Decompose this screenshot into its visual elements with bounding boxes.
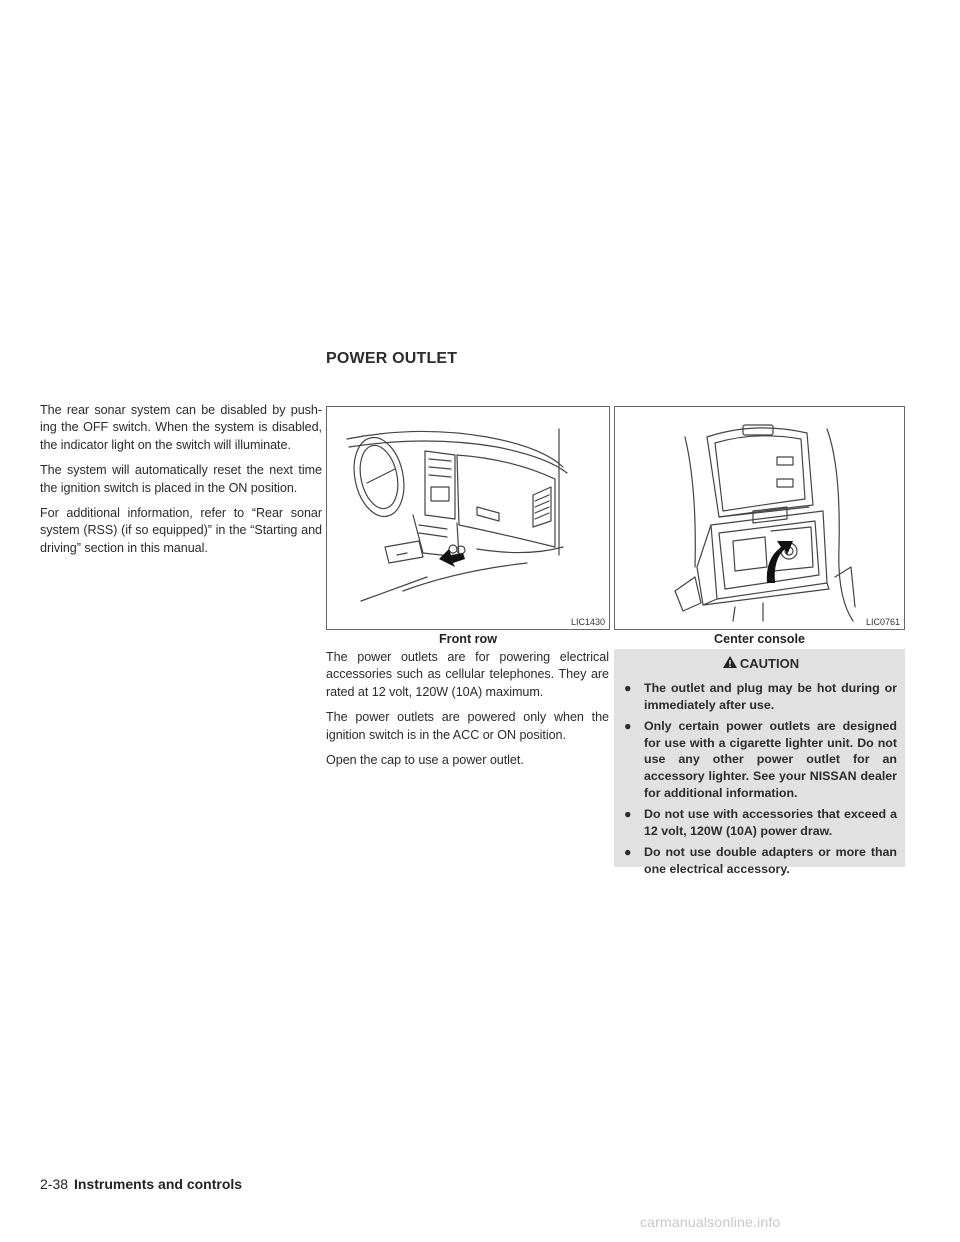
- caution-box: [614, 649, 905, 876]
- page-number: 2-38: [40, 1176, 69, 1192]
- figure-caption: Front row: [438, 632, 498, 646]
- list-item: ● Do not use double adapters or more than one electrical accessory.: [624, 845, 897, 876]
- center-console-illustration: [615, 407, 904, 629]
- front-row-illustration: [327, 407, 609, 629]
- left-column: [40, 402, 322, 557]
- bullet: ●: [624, 681, 632, 695]
- middle-column: [326, 649, 609, 769]
- paragraph: The system will automatically reset the next time the ignition switch is placed in the ON position.: [40, 463, 322, 495]
- list-item: ● Do not use with accessories that exceed a 12 volt, 120W (10A) power draw.: [624, 807, 897, 838]
- bullet: ●: [624, 845, 632, 860]
- caution-list: [624, 680, 897, 878]
- paragraph: For additional information, refer to “Rear sonar system (RSS) (if so equipped)” in the “Starting and driving” section in this manual.: [40, 506, 322, 555]
- bullet: ●: [624, 807, 632, 822]
- page-footer: [40, 1176, 242, 1192]
- figure-code: LIC1430: [570, 617, 605, 627]
- figure-code: LIC0761: [865, 617, 900, 627]
- caution-heading: [624, 653, 897, 675]
- paragraph: Open the cap to use a power outlet.: [326, 753, 524, 768]
- list-item: ● The outlet and plug may be hot during or immediately after use.: [624, 681, 897, 712]
- warning-icon: [722, 654, 738, 676]
- figure-caption: Center console: [714, 632, 805, 646]
- bullet: ●: [624, 719, 632, 734]
- figure-center-console: [614, 406, 905, 630]
- paragraph: The power outlets are powered only when the ignition switch is in the ACC or ON position.: [326, 710, 609, 742]
- list-item: ● Only certain power outlets are designed for use with a cigarette lighter unit. Do not use any other power outlet for an accessory lighter. See your NISSAN dealer for additional information.: [624, 719, 897, 800]
- caution-title: CAUTION: [739, 656, 800, 671]
- paragraph: The power outlets are for powering electrical accessories such as cellular telephones. They are rated at 12 volt, 120W (10A) maximum.: [326, 650, 609, 699]
- section-title: POWER OUTLET: [326, 350, 458, 367]
- paragraph: The rear sonar system can be disabled by push-ing the OFF switch. When the system is disabled, the indicator light on the switch will illuminate.: [40, 403, 322, 452]
- watermark: carmanualsonline.info: [640, 1214, 781, 1230]
- figure-front-row: [326, 406, 610, 630]
- footer-section-name: Instruments and controls: [74, 1176, 243, 1192]
